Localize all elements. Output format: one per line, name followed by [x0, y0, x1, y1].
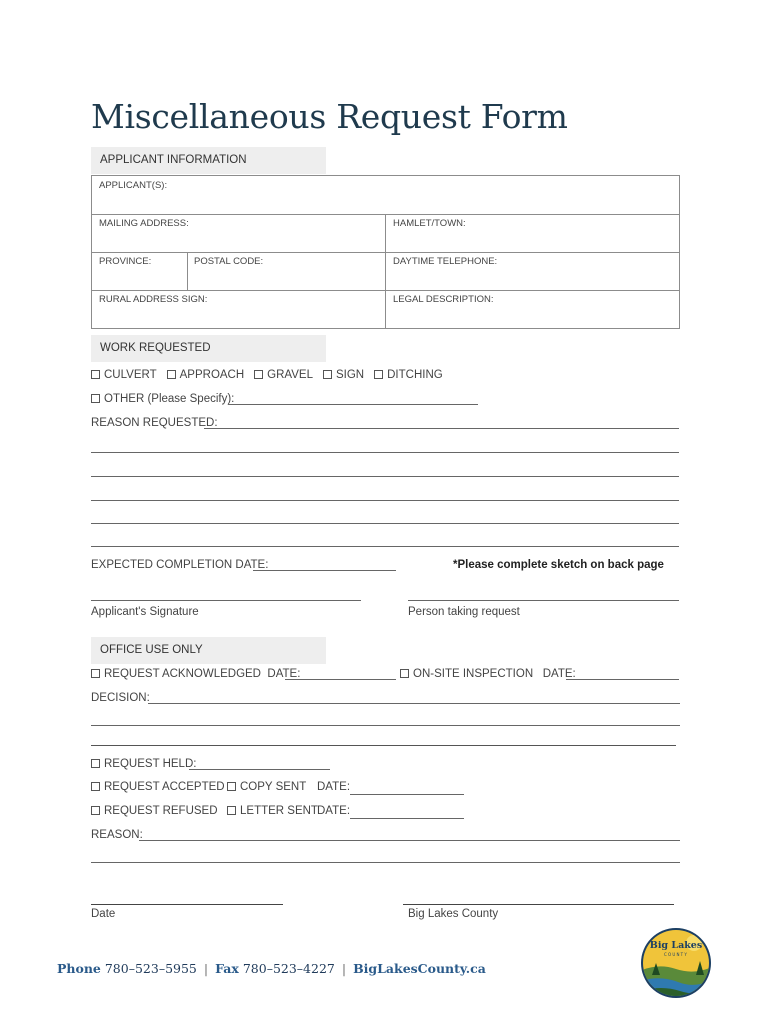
grid-column-divider: [385, 214, 386, 328]
checkbox-icon: [254, 370, 263, 379]
other-input-line[interactable]: [228, 404, 478, 405]
reason-office-input-line[interactable]: [91, 862, 680, 863]
reason-input-line[interactable]: [91, 500, 679, 501]
decision-input-line[interactable]: [148, 703, 680, 704]
applicants-field[interactable]: APPLICANT(S):: [99, 180, 168, 191]
checkbox-icon: [91, 370, 100, 379]
hamlet-town-field[interactable]: HAMLET/TOWN:: [393, 218, 466, 229]
reason-input-line[interactable]: [91, 452, 679, 453]
checkbox-icon: [227, 806, 236, 815]
section-work-requested: WORK REQUESTED: [91, 335, 326, 362]
request-held-line[interactable]: [189, 769, 330, 770]
website-link[interactable]: BigLakesCounty.ca: [353, 961, 486, 976]
postal-code-field[interactable]: POSTAL CODE:: [194, 256, 264, 267]
onsite-inspection-checkbox[interactable]: ON-SITE INSPECTION DATE:: [400, 668, 576, 680]
county-signature-line[interactable]: [403, 904, 674, 905]
copy-sent-date-line[interactable]: [350, 794, 464, 795]
checkbox-icon: [91, 394, 100, 403]
expected-completion-label: EXPECTED COMPLETION DATE:: [91, 559, 269, 571]
reason-input-line[interactable]: [91, 476, 679, 477]
checkbox-icon: [91, 782, 100, 791]
checkbox-icon: [91, 669, 100, 678]
fax-number: 780–523–4227: [242, 961, 335, 976]
decision-input-line[interactable]: [91, 745, 676, 746]
other-checkbox[interactable]: [91, 393, 234, 405]
reason-input-line[interactable]: [91, 546, 679, 547]
person-taking-request-line[interactable]: [408, 600, 679, 601]
big-lakes-county-logo: [640, 925, 712, 1001]
checkbox-icon: [227, 782, 236, 791]
applicant-information-grid: [91, 175, 680, 329]
date-signature-line[interactable]: [91, 904, 283, 905]
phone-label: Phone: [57, 961, 101, 976]
checkbox-icon: [323, 370, 332, 379]
acknowledged-date-line[interactable]: [285, 679, 396, 680]
reason-office-input-line[interactable]: [139, 840, 680, 841]
expected-completion-input-line[interactable]: [253, 570, 396, 571]
province-field[interactable]: PROVINCE:: [99, 256, 152, 267]
letter-sent-date-line[interactable]: [350, 818, 464, 819]
logo-wordmark: Big Lakes: [649, 940, 703, 951]
county-label: Big Lakes County: [408, 908, 499, 920]
gravel-checkbox[interactable]: GRAVEL: [254, 369, 313, 381]
checkbox-icon: [400, 669, 409, 678]
request-refused-checkbox[interactable]: REQUEST REFUSED: [91, 805, 218, 817]
checkbox-icon: [91, 759, 100, 768]
inspection-date-line[interactable]: [566, 679, 679, 680]
mailing-address-field[interactable]: MAILING ADDRESS:: [99, 218, 189, 229]
work-options: [91, 369, 453, 381]
page-title: Miscellaneous Request Form: [91, 97, 568, 136]
daytime-telephone-field[interactable]: DAYTIME TELEPHONE:: [393, 256, 498, 267]
sketch-note: *Please complete sketch on back page: [453, 559, 664, 571]
checkbox-icon: [167, 370, 176, 379]
footer-contact: Phone 780–523–5955 | Fax 780–523–4227 | BigLakesCounty.ca: [57, 961, 486, 976]
reason-label: REASON:: [91, 829, 143, 841]
checkbox-icon: [91, 806, 100, 815]
request-held-checkbox[interactable]: REQUEST HELD:: [91, 758, 196, 770]
approach-checkbox[interactable]: APPROACH: [167, 369, 245, 381]
reason-input-line[interactable]: [204, 428, 679, 429]
sign-checkbox[interactable]: SIGN: [323, 369, 364, 381]
legal-description-field[interactable]: LEGAL DESCRIPTION:: [393, 294, 494, 305]
phone-number: 780–523–5955: [104, 961, 197, 976]
logo-county-text: COUNTY: [664, 952, 688, 957]
rural-address-sign-field[interactable]: RURAL ADDRESS SIGN:: [99, 294, 208, 305]
culvert-checkbox[interactable]: CULVERT: [91, 369, 157, 381]
applicant-signature-label: Applicant's Signature: [91, 606, 199, 618]
date-label: Date: [91, 908, 116, 920]
section-office-use-only: OFFICE USE ONLY: [91, 637, 326, 664]
grid-column-divider: [187, 252, 188, 290]
letter-sent-date-label: DATE:: [317, 805, 351, 817]
reason-input-line[interactable]: [91, 523, 679, 524]
section-applicant-information: APPLICANT INFORMATION: [91, 147, 326, 174]
decision-input-line[interactable]: [91, 725, 680, 726]
ditching-checkbox[interactable]: DITCHING: [374, 369, 443, 381]
other-label: OTHER (Please Specify):: [104, 393, 235, 405]
checkbox-icon: [374, 370, 383, 379]
request-accepted-checkbox[interactable]: REQUEST ACCEPTED: [91, 781, 225, 793]
request-acknowledged-checkbox[interactable]: REQUEST ACKNOWLEDGED DATE:: [91, 668, 300, 680]
copy-sent-checkbox[interactable]: COPY SENT: [227, 781, 306, 793]
shore-icon: [640, 988, 712, 1001]
person-taking-request-label: Person taking request: [408, 606, 520, 618]
copy-sent-date-label: DATE:: [317, 781, 351, 793]
fax-label: Fax: [215, 961, 239, 976]
decision-label: DECISION:: [91, 692, 150, 704]
reason-requested-label: REASON REQUESTED:: [91, 417, 218, 429]
applicant-signature-line[interactable]: [91, 600, 361, 601]
letter-sent-checkbox[interactable]: LETTER SENT: [227, 805, 318, 817]
